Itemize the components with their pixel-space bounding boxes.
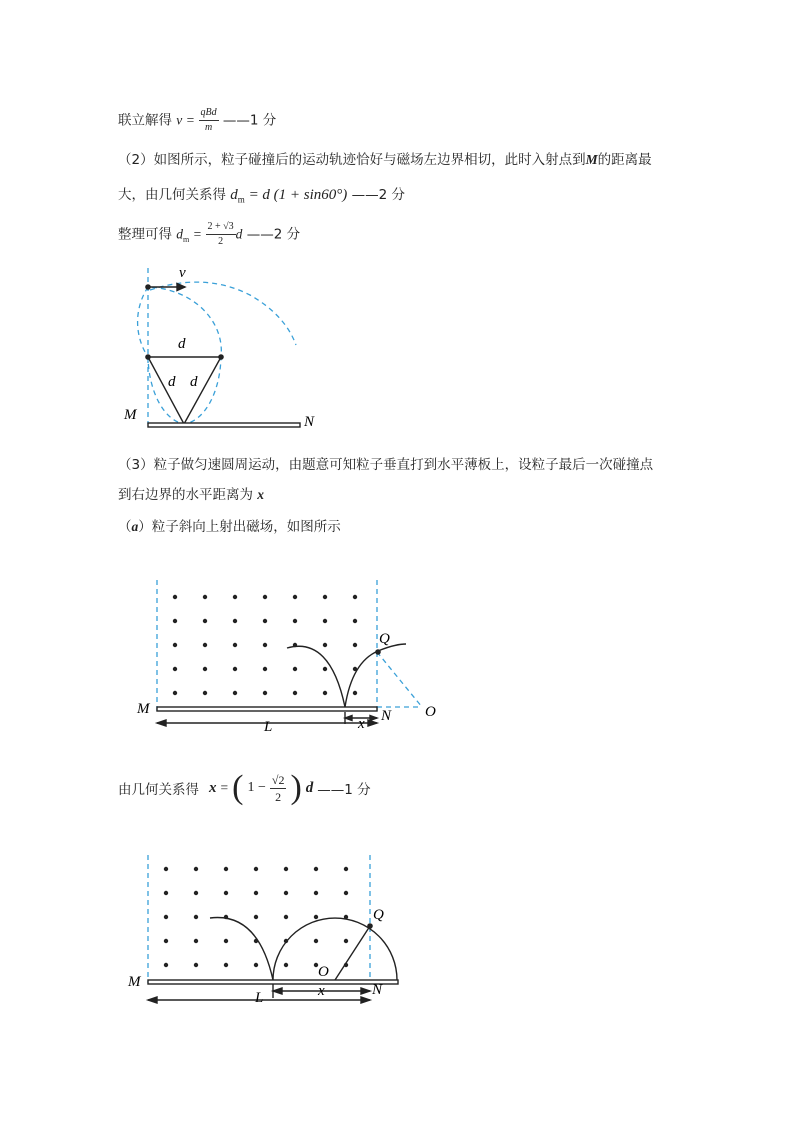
score-note: ——1 分 [317,782,371,798]
text-prefix: 联立解得 [118,112,172,129]
paragraph-text: ）粒子斜向上射出磁场，如图所示 [138,519,341,535]
point-M-label: M [585,152,598,167]
label-v: v [179,265,186,281]
label-O: O [318,964,329,980]
paragraph-text-tail: 的距离最 [597,152,652,168]
x-symbol: x [257,487,265,502]
trajectory-arc-left [210,918,273,980]
point-Q-dot [367,923,373,929]
label-M: M [128,974,141,990]
fraction-2plus-root3-over-2: $\frac{2 + √3}{2}$ [207,221,234,247]
dm-subscript: m [237,194,245,205]
paragraph-text: （2）如图所示，粒子碰撞后的运动轨迹恰好与磁场左边界相切，此时入射点到 [118,152,586,168]
label-N: N [372,982,383,998]
label-d-top: d [178,336,186,352]
dm-symbol: d [230,187,238,203]
trajectory-semicircle [273,918,397,980]
paragraph-text: （3）粒子做匀速圆周运动，由题意可知粒子垂直打到水平薄板上，设粒子最后一次碰撞点 [118,457,654,473]
label-Q: Q [373,907,384,923]
label-N: N [381,708,392,724]
x-symbol: x [209,779,217,796]
dm-symbol: d [176,226,184,242]
paren-close: ) [290,769,302,806]
label-N: N [304,414,315,430]
radius-OQ [335,926,370,980]
equals-sign: = [186,112,195,128]
label-M: M [137,701,150,717]
magnetic-field-dots [164,867,348,967]
equals-sign: = [220,780,229,795]
equals-sign: = [193,226,202,242]
plate-MN [148,980,398,984]
label-x: x [358,716,365,732]
label-d-right: d [190,374,198,390]
score-note: ——2 分 [351,187,405,203]
label-d-left: d [168,374,176,390]
paren-open: ( [232,769,244,806]
label-M: M [124,407,137,423]
text-prefix: 大，由几何关系得 [118,187,226,203]
one-minus: 1 − [247,780,266,795]
velocity-symbol: v [176,112,183,128]
score-note: ——1 分 [222,112,277,129]
label-L: L [264,719,273,735]
label-Q: Q [379,631,390,647]
dm-subscript: m [183,235,190,245]
label-x: x [318,983,325,999]
text-prefix: 整理可得 [118,226,172,243]
case-a-label: a [131,519,139,534]
label-O: O [425,704,436,720]
equation-rhs: = d (1 + sin60°) [244,187,348,203]
fraction-qBd-over-m: $\frac{\text{qBd}}{m}$ [200,107,217,133]
fraction-root2-over-2: $\frac{√2}{2}$ [271,772,285,804]
text-prefix: 由几何关系得 [118,782,199,798]
d-symbol: d [305,779,314,796]
d-symbol: d [235,226,243,242]
label-L: L [255,990,264,1006]
paragraph-text: 到右边界的水平距离为 [118,487,253,503]
solution-line-7: （a）粒子斜向上射出磁场，如图所示 [118,519,341,535]
score-note: ——2 分 [246,226,301,243]
